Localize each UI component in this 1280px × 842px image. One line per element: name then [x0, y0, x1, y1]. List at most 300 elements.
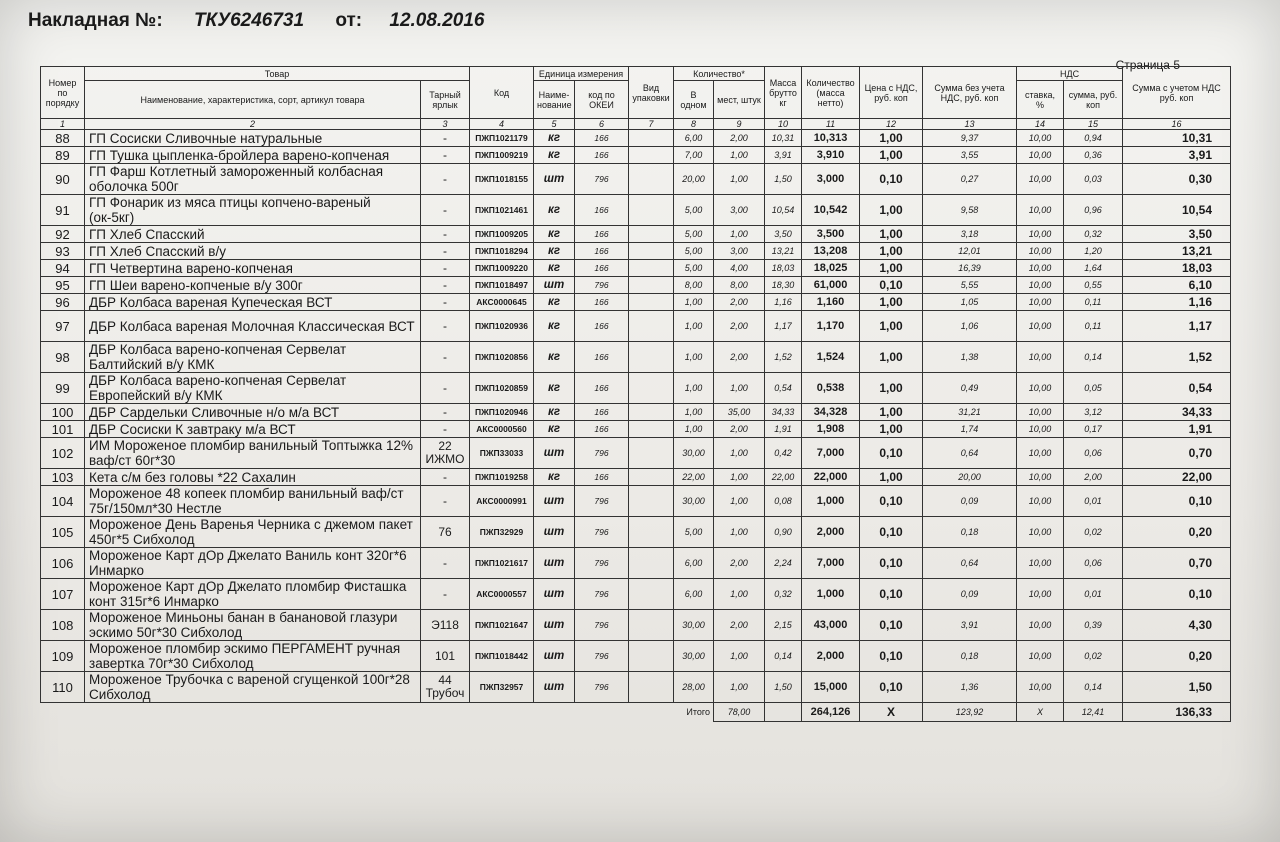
- col-number: 6: [575, 119, 629, 130]
- row-okei: 166: [575, 294, 629, 311]
- row-net: 2,000: [802, 517, 860, 548]
- row-price: 0,10: [860, 164, 923, 195]
- row-sum-no-vat: 0,09: [923, 579, 1017, 610]
- row-vat-rate: 10,00: [1017, 311, 1064, 342]
- row-pack: [629, 130, 674, 147]
- col-unit-group: Единица измерения: [534, 67, 629, 81]
- row-price: 0,10: [860, 610, 923, 641]
- row-vat-rate: 10,00: [1017, 641, 1064, 672]
- row-code: ПЖП1021461: [470, 195, 534, 226]
- row-sum-vat: 1,17: [1123, 311, 1231, 342]
- row-price: 0,10: [860, 486, 923, 517]
- col-sum-no-vat: Сумма без учета НДС, руб. коп: [923, 67, 1017, 119]
- row-tara: -: [421, 486, 470, 517]
- table-row: [41, 342, 1231, 373]
- row-unit: кг: [534, 469, 575, 486]
- row-qty-places: 1,00: [714, 641, 765, 672]
- row-okei: 166: [575, 469, 629, 486]
- row-pack: [629, 486, 674, 517]
- col-number: 15: [1064, 119, 1123, 130]
- table-row: [41, 164, 1231, 195]
- row-net: 61,000: [802, 277, 860, 294]
- row-sum-no-vat: 3,55: [923, 147, 1017, 164]
- row-sum-vat: 0,70: [1123, 438, 1231, 469]
- row-unit: шт: [534, 517, 575, 548]
- row-number: 99: [41, 373, 85, 404]
- row-code: АКС0000645: [470, 294, 534, 311]
- row-net: 2,000: [802, 641, 860, 672]
- row-code: ПЖП1009205: [470, 226, 534, 243]
- row-gross: 10,54: [765, 195, 802, 226]
- col-price: Цена с НДС, руб. коп: [860, 67, 923, 119]
- row-code: ПЖП1020859: [470, 373, 534, 404]
- row-qty-in-one: 1,00: [674, 311, 714, 342]
- row-qty-places: 1,00: [714, 579, 765, 610]
- row-sum-vat: 10,31: [1123, 130, 1231, 147]
- row-net: 1,524: [802, 342, 860, 373]
- col-tara: Тарный ярлык: [421, 81, 470, 119]
- row-number: 104: [41, 486, 85, 517]
- table-row: [41, 404, 1231, 421]
- row-name: ДБР Сардельки Сливочные н/о м/а ВСТ: [85, 404, 421, 421]
- row-number: 106: [41, 548, 85, 579]
- row-name: ГП Хлеб Спасский в/у: [85, 243, 421, 260]
- row-tara: -: [421, 579, 470, 610]
- table-row: [41, 311, 1231, 342]
- row-number: 107: [41, 579, 85, 610]
- row-price: 1,00: [860, 294, 923, 311]
- row-vat-rate: 10,00: [1017, 195, 1064, 226]
- row-number: 97: [41, 311, 85, 342]
- row-sum-vat: 0,30: [1123, 164, 1231, 195]
- row-pack: [629, 195, 674, 226]
- col-number: 3: [421, 119, 470, 130]
- row-vat-sum: 0,11: [1064, 294, 1123, 311]
- row-okei: 796: [575, 164, 629, 195]
- row-vat-rate: 10,00: [1017, 438, 1064, 469]
- invoice-label: Накладная №:: [28, 10, 163, 31]
- row-code: ПЖП33033: [470, 438, 534, 469]
- row-net: 1,000: [802, 486, 860, 517]
- row-vat-sum: 1,64: [1064, 260, 1123, 277]
- row-vat-rate: 10,00: [1017, 486, 1064, 517]
- row-net: 10,313: [802, 130, 860, 147]
- row-price: 0,10: [860, 672, 923, 703]
- row-net: 10,542: [802, 195, 860, 226]
- col-vat-group: НДС: [1017, 67, 1123, 81]
- col-number: 12: [860, 119, 923, 130]
- row-okei: 166: [575, 195, 629, 226]
- row-vat-sum: 0,55: [1064, 277, 1123, 294]
- row-sum-no-vat: 1,74: [923, 421, 1017, 438]
- row-sum-vat: 22,00: [1123, 469, 1231, 486]
- row-sum-no-vat: 0,18: [923, 517, 1017, 548]
- row-pack: [629, 641, 674, 672]
- row-sum-no-vat: 16,39: [923, 260, 1017, 277]
- row-name: Мороженое Карт дОр Джелато Ваниль конт 320г*6 Инмарко: [85, 548, 421, 579]
- row-unit: кг: [534, 311, 575, 342]
- row-vat-rate: 10,00: [1017, 672, 1064, 703]
- row-vat-sum: 0,14: [1064, 672, 1123, 703]
- row-net: 18,025: [802, 260, 860, 277]
- row-name: Мороженое День Варенья Черника с джемом пакет 450г*5 Сибхолод: [85, 517, 421, 548]
- row-qty-places: 3,00: [714, 243, 765, 260]
- table-row: [41, 610, 1231, 641]
- row-pack: [629, 243, 674, 260]
- row-okei: 166: [575, 373, 629, 404]
- row-code: ПЖП1020856: [470, 342, 534, 373]
- row-tara: -: [421, 277, 470, 294]
- row-number: 103: [41, 469, 85, 486]
- row-price: 1,00: [860, 260, 923, 277]
- row-qty-places: 1,00: [714, 672, 765, 703]
- row-number: 94: [41, 260, 85, 277]
- row-vat-sum: 0,36: [1064, 147, 1123, 164]
- row-code: ПЖП1020936: [470, 311, 534, 342]
- col-number: 1: [41, 119, 85, 130]
- row-net: 1,000: [802, 579, 860, 610]
- row-tara: -: [421, 226, 470, 243]
- col-qty-group: Количество*: [674, 67, 765, 81]
- row-price: 1,00: [860, 469, 923, 486]
- table-row: [41, 517, 1231, 548]
- row-gross: 10,31: [765, 130, 802, 147]
- row-unit: кг: [534, 373, 575, 404]
- row-tara: 22 ИЖМО: [421, 438, 470, 469]
- row-gross: 0,08: [765, 486, 802, 517]
- table-row: [41, 548, 1231, 579]
- row-tara: -: [421, 195, 470, 226]
- row-net: 1,170: [802, 311, 860, 342]
- row-net: 13,208: [802, 243, 860, 260]
- table-row: [41, 195, 1231, 226]
- row-pack: [629, 438, 674, 469]
- row-okei: 166: [575, 226, 629, 243]
- row-price: 1,00: [860, 226, 923, 243]
- row-qty-in-one: 1,00: [674, 294, 714, 311]
- row-price: 1,00: [860, 421, 923, 438]
- row-vat-sum: 0,17: [1064, 421, 1123, 438]
- row-vat-sum: 1,20: [1064, 243, 1123, 260]
- row-qty-places: 2,00: [714, 548, 765, 579]
- row-number: 92: [41, 226, 85, 243]
- row-okei: 166: [575, 130, 629, 147]
- row-gross: 18,03: [765, 260, 802, 277]
- col-number: 11: [802, 119, 860, 130]
- row-name: Мороженое Трубочка с вареной сгущенкой 100г*28 Сибхолод: [85, 672, 421, 703]
- row-qty-in-one: 30,00: [674, 438, 714, 469]
- col-number: 9: [714, 119, 765, 130]
- col-number: 8: [674, 119, 714, 130]
- row-gross: 34,33: [765, 404, 802, 421]
- row-number: 98: [41, 342, 85, 373]
- row-gross: 18,30: [765, 277, 802, 294]
- col-number: 4: [470, 119, 534, 130]
- row-tara: -: [421, 548, 470, 579]
- row-vat-sum: 0,14: [1064, 342, 1123, 373]
- row-unit: кг: [534, 147, 575, 164]
- table-row: [41, 373, 1231, 404]
- row-unit: шт: [534, 610, 575, 641]
- row-qty-places: 2,00: [714, 311, 765, 342]
- row-qty-places: 1,00: [714, 373, 765, 404]
- row-code: ПЖП32957: [470, 672, 534, 703]
- row-gross: 1,52: [765, 342, 802, 373]
- row-price: 1,00: [860, 147, 923, 164]
- row-unit: кг: [534, 404, 575, 421]
- row-qty-in-one: 1,00: [674, 421, 714, 438]
- row-unit: кг: [534, 226, 575, 243]
- row-vat-rate: 10,00: [1017, 277, 1064, 294]
- column-number-row: [41, 119, 1231, 130]
- row-sum-no-vat: 0,64: [923, 548, 1017, 579]
- col-number: 2: [85, 119, 421, 130]
- row-sum-vat: 0,70: [1123, 548, 1231, 579]
- table-row: [41, 277, 1231, 294]
- row-vat-rate: 10,00: [1017, 243, 1064, 260]
- row-unit: шт: [534, 672, 575, 703]
- row-sum-vat: 1,91: [1123, 421, 1231, 438]
- col-vat-rate: ставка, %: [1017, 81, 1064, 119]
- row-qty-places: 4,00: [714, 260, 765, 277]
- row-name: ДБР Колбаса варено-копченая Сервелат Европейский в/у КМК: [85, 373, 421, 404]
- row-pack: [629, 260, 674, 277]
- row-sum-no-vat: 12,01: [923, 243, 1017, 260]
- col-goods-desc: Наименование, характеристика, сорт, артикул товара: [85, 81, 421, 119]
- row-name: ДБР Колбаса вареная Купеческая ВСТ: [85, 294, 421, 311]
- row-gross: 0,54: [765, 373, 802, 404]
- row-vat-rate: 10,00: [1017, 579, 1064, 610]
- row-vat-sum: 0,03: [1064, 164, 1123, 195]
- row-qty-in-one: 6,00: [674, 548, 714, 579]
- date-label: от:: [335, 10, 363, 31]
- row-net: 7,000: [802, 438, 860, 469]
- row-name: ГП Фонарик из мяса птицы копчено-вареный (ок-5кг): [85, 195, 421, 226]
- table-row: [41, 641, 1231, 672]
- totals-price: Х: [860, 703, 923, 722]
- row-vat-sum: 0,06: [1064, 438, 1123, 469]
- row-pack: [629, 548, 674, 579]
- row-okei: 796: [575, 438, 629, 469]
- row-tara: -: [421, 130, 470, 147]
- row-tara: -: [421, 147, 470, 164]
- row-price: 0,10: [860, 438, 923, 469]
- row-sum-no-vat: 1,05: [923, 294, 1017, 311]
- table-row: [41, 579, 1231, 610]
- row-okei: 796: [575, 579, 629, 610]
- row-qty-in-one: 5,00: [674, 243, 714, 260]
- row-okei: 796: [575, 641, 629, 672]
- row-sum-no-vat: 20,00: [923, 469, 1017, 486]
- table-row: [41, 130, 1231, 147]
- row-gross: 0,14: [765, 641, 802, 672]
- row-name: Кета с/м без головы *22 Сахалин: [85, 469, 421, 486]
- row-vat-rate: 10,00: [1017, 226, 1064, 243]
- table-row: [41, 260, 1231, 277]
- row-unit: кг: [534, 294, 575, 311]
- row-okei: 166: [575, 147, 629, 164]
- row-tara: Э118: [421, 610, 470, 641]
- totals-row: [41, 703, 1231, 722]
- row-sum-no-vat: 31,21: [923, 404, 1017, 421]
- row-unit: шт: [534, 277, 575, 294]
- row-qty-in-one: 20,00: [674, 164, 714, 195]
- row-unit: кг: [534, 130, 575, 147]
- row-vat-sum: 0,94: [1064, 130, 1123, 147]
- row-okei: 166: [575, 311, 629, 342]
- row-okei: 796: [575, 672, 629, 703]
- row-qty-in-one: 6,00: [674, 579, 714, 610]
- row-vat-rate: 10,00: [1017, 147, 1064, 164]
- row-gross: 1,50: [765, 672, 802, 703]
- row-vat-rate: 10,00: [1017, 373, 1064, 404]
- row-sum-vat: 34,33: [1123, 404, 1231, 421]
- col-number: 10: [765, 119, 802, 130]
- row-vat-sum: 0,02: [1064, 641, 1123, 672]
- row-price: 0,10: [860, 548, 923, 579]
- row-vat-rate: 10,00: [1017, 164, 1064, 195]
- row-tara: -: [421, 294, 470, 311]
- row-gross: 1,50: [765, 164, 802, 195]
- row-qty-places: 2,00: [714, 421, 765, 438]
- row-qty-in-one: 5,00: [674, 260, 714, 277]
- row-vat-rate: 10,00: [1017, 342, 1064, 373]
- totals-sum-no-vat: 123,92: [923, 703, 1017, 722]
- row-net: 15,000: [802, 672, 860, 703]
- col-number: 14: [1017, 119, 1064, 130]
- row-pack: [629, 421, 674, 438]
- row-qty-places: 2,00: [714, 294, 765, 311]
- table-row: [41, 486, 1231, 517]
- row-qty-in-one: 28,00: [674, 672, 714, 703]
- row-gross: 1,91: [765, 421, 802, 438]
- row-unit: шт: [534, 548, 575, 579]
- row-sum-no-vat: 3,18: [923, 226, 1017, 243]
- row-name: Мороженое Миньоны банан в банановой глазури эскимо 50г*30 Сибхолод: [85, 610, 421, 641]
- row-unit: шт: [534, 438, 575, 469]
- table-row: [41, 672, 1231, 703]
- row-vat-rate: 10,00: [1017, 404, 1064, 421]
- row-sum-vat: 0,20: [1123, 641, 1231, 672]
- totals-sum-vat: 136,33: [1123, 703, 1231, 722]
- row-code: АКС0000991: [470, 486, 534, 517]
- row-price: 1,00: [860, 404, 923, 421]
- row-name: Мороженое Карт дОр Джелато пломбир Фисташка конт 315г*6 Инмарко: [85, 579, 421, 610]
- row-gross: 2,24: [765, 548, 802, 579]
- row-okei: 796: [575, 610, 629, 641]
- row-sum-vat: 13,21: [1123, 243, 1231, 260]
- row-sum-vat: 6,10: [1123, 277, 1231, 294]
- row-sum-no-vat: 1,36: [923, 672, 1017, 703]
- row-qty-places: 1,00: [714, 486, 765, 517]
- table-row: [41, 226, 1231, 243]
- row-okei: 166: [575, 260, 629, 277]
- table-row: [41, 469, 1231, 486]
- row-tara: -: [421, 421, 470, 438]
- row-tara: -: [421, 373, 470, 404]
- row-gross: 3,50: [765, 226, 802, 243]
- row-unit: кг: [534, 342, 575, 373]
- row-qty-in-one: 5,00: [674, 517, 714, 548]
- row-price: 1,00: [860, 342, 923, 373]
- page-number: Страница 5: [1115, 58, 1180, 72]
- col-code: Код: [470, 67, 534, 119]
- row-vat-sum: 0,11: [1064, 311, 1123, 342]
- row-code: ПЖП1018442: [470, 641, 534, 672]
- row-qty-places: 1,00: [714, 226, 765, 243]
- row-vat-rate: 10,00: [1017, 294, 1064, 311]
- row-gross: 22,00: [765, 469, 802, 486]
- row-vat-sum: 2,00: [1064, 469, 1123, 486]
- col-qty-places: мест, штук: [714, 81, 765, 119]
- row-sum-no-vat: 0,27: [923, 164, 1017, 195]
- row-gross: 1,16: [765, 294, 802, 311]
- table-row: [41, 147, 1231, 164]
- row-name: ДБР Сосиски К завтраку м/а ВСТ: [85, 421, 421, 438]
- row-sum-no-vat: 9,37: [923, 130, 1017, 147]
- row-qty-in-one: 8,00: [674, 277, 714, 294]
- row-pack: [629, 672, 674, 703]
- row-code: ПЖП1018155: [470, 164, 534, 195]
- row-number: 96: [41, 294, 85, 311]
- row-price: 1,00: [860, 243, 923, 260]
- row-tara: -: [421, 164, 470, 195]
- col-number: 16: [1123, 119, 1231, 130]
- row-number: 100: [41, 404, 85, 421]
- row-qty-in-one: 22,00: [674, 469, 714, 486]
- row-vat-sum: 0,06: [1064, 548, 1123, 579]
- row-code: ПЖП1019258: [470, 469, 534, 486]
- row-qty-places: 1,00: [714, 164, 765, 195]
- totals-places: 78,00: [714, 703, 765, 722]
- row-qty-places: 1,00: [714, 147, 765, 164]
- row-name: ГП Сосиски Сливочные натуральные: [85, 130, 421, 147]
- row-gross: 0,32: [765, 579, 802, 610]
- row-code: ПЖП1020946: [470, 404, 534, 421]
- row-vat-rate: 10,00: [1017, 469, 1064, 486]
- row-qty-places: 8,00: [714, 277, 765, 294]
- row-code: ПЖП1021179: [470, 130, 534, 147]
- row-code: ПЖП32929: [470, 517, 534, 548]
- row-gross: 3,91: [765, 147, 802, 164]
- row-net: 34,328: [802, 404, 860, 421]
- row-sum-no-vat: 0,64: [923, 438, 1017, 469]
- invoice-table: [40, 66, 1231, 722]
- row-unit: кг: [534, 421, 575, 438]
- row-pack: [629, 164, 674, 195]
- col-gross: Масса брутто кг: [765, 67, 802, 119]
- row-name: ГП Фарш Котлетный замороженный колбасная оболочка 500г: [85, 164, 421, 195]
- row-code: ПЖП1018497: [470, 277, 534, 294]
- row-number: 105: [41, 517, 85, 548]
- row-sum-vat: 1,52: [1123, 342, 1231, 373]
- row-name: ГП Четвертина варено-копченая: [85, 260, 421, 277]
- row-number: 109: [41, 641, 85, 672]
- row-pack: [629, 373, 674, 404]
- totals-net: 264,126: [802, 703, 860, 722]
- row-qty-in-one: 7,00: [674, 147, 714, 164]
- row-vat-rate: 10,00: [1017, 260, 1064, 277]
- row-net: 3,910: [802, 147, 860, 164]
- col-net: Количество (масса нетто): [802, 67, 860, 119]
- totals-vat-sum: 12,41: [1064, 703, 1123, 722]
- row-gross: 13,21: [765, 243, 802, 260]
- col-goods: Товар: [85, 67, 470, 81]
- row-number: 95: [41, 277, 85, 294]
- row-tara: -: [421, 311, 470, 342]
- row-net: 3,000: [802, 164, 860, 195]
- row-code: АКС0000557: [470, 579, 534, 610]
